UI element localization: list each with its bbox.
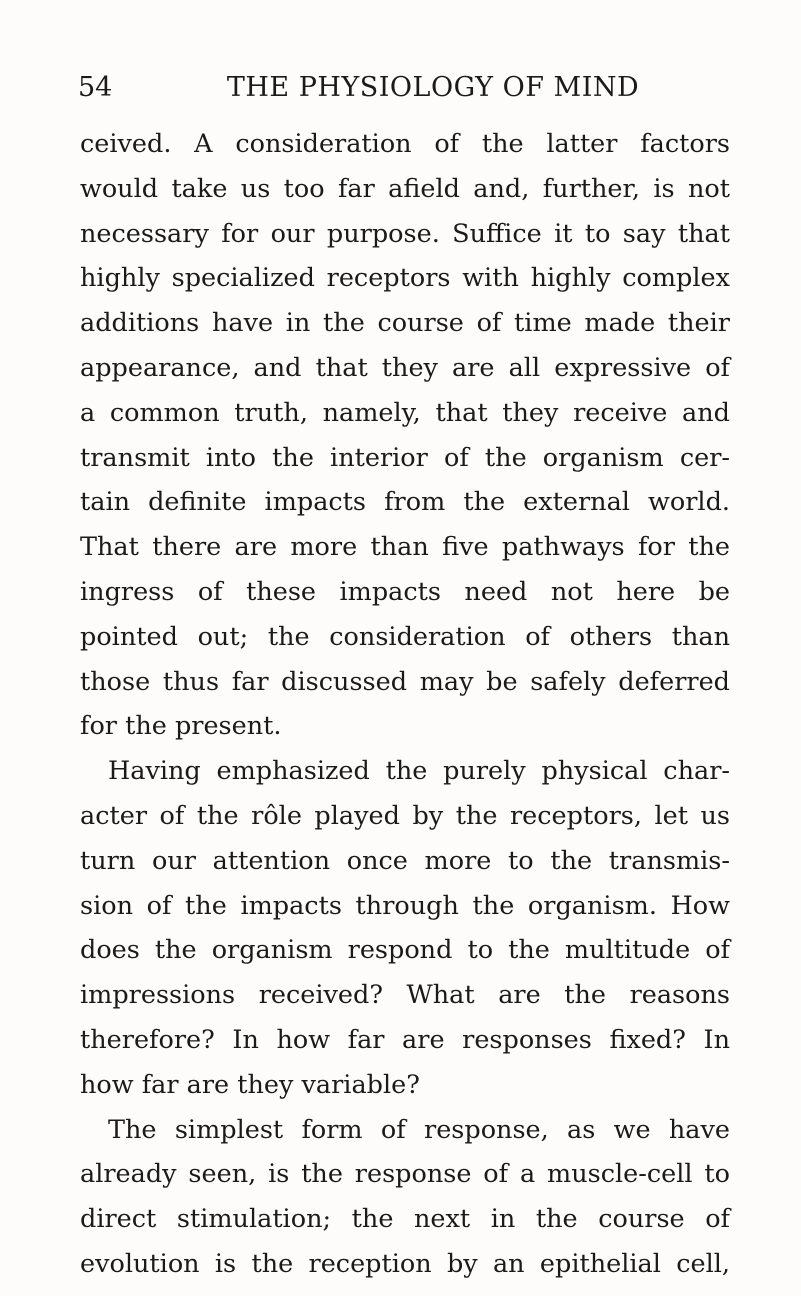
- page-number: 54: [78, 72, 113, 103]
- text-line: does the organism respond to the multitude of: [80, 935, 730, 966]
- paragraph-start-line: The simplest form of response, as we have: [108, 1114, 730, 1145]
- body-text: [80, 122, 730, 1287]
- text-line: ceived. A consideration of the latter factors: [80, 129, 730, 159]
- paragraph-start-line: Having emphasized the purely physical char-: [108, 756, 730, 787]
- text-line: ingress of these impacts need not here be: [80, 576, 730, 607]
- text-line: necessary for our purpose. Suffice it to say that: [80, 218, 730, 249]
- running-title: THE PHYSIOLOGY OF MIND: [226, 72, 640, 103]
- text-line: highly specialized receptors with highly complex: [80, 263, 730, 294]
- text-line: acter of the rôle played by the receptors, let us: [80, 800, 730, 831]
- text-line: appearance, and that they are all expressive of: [80, 352, 730, 383]
- text-line: would take us too far afield and, further, is not: [80, 173, 730, 204]
- text-line: evolution is the reception by an epithelial cell,: [80, 1248, 730, 1279]
- text-line: That there are more than five pathways for the: [80, 532, 730, 563]
- text-line: sion of the impacts through the organism. How: [80, 890, 730, 921]
- text-line: additions have in the course of time made their: [80, 308, 730, 339]
- text-line: pointed out; the consideration of others than: [80, 621, 730, 652]
- text-line: transmit into the interior of the organism cer-: [80, 442, 730, 473]
- text-line: direct stimulation; the next in the course of: [80, 1204, 730, 1235]
- text-line: already seen, is the response of a muscle-cell to: [80, 1159, 730, 1190]
- paragraph-end-line: for the present.: [80, 711, 282, 742]
- text-line: turn our attention once more to the transmis-: [80, 845, 730, 876]
- paragraph-end-line: how far are they variable?: [80, 1069, 420, 1100]
- text-line: tain definite impacts from the external world.: [80, 487, 730, 518]
- text-line: therefore? In how far are responses fixed? In: [80, 1024, 730, 1055]
- text-line: impressions received? What are the reasons: [80, 980, 730, 1011]
- running-head: [78, 68, 728, 108]
- text-line: a common truth, namely, that they receive and: [80, 397, 730, 428]
- text-line: those thus far discussed may be safely deferred: [80, 666, 730, 697]
